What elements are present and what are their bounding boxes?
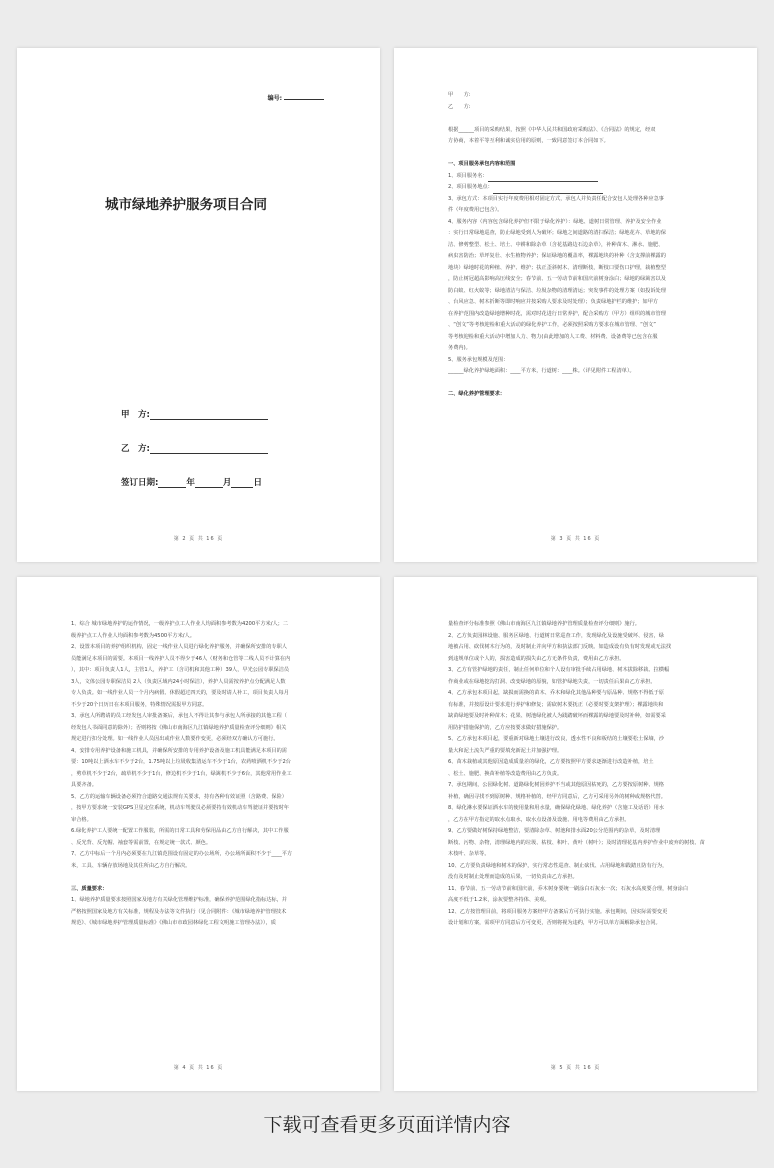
- body-line: 8、绿化淋水要保证洒水车的使用量和用水量，确保绿化绿地、绿化养护（含施工及话语）用水: [448, 805, 664, 811]
- body-line: 4、服务内容（内容包含绿化养护但不限于绿化养护）：绿地、道树日常管理、养护及安全作业: [448, 218, 662, 225]
- sign-year-blank: [158, 478, 186, 488]
- body-line: ，按甲方要求统一安装GPS卫星定位系统，机动车驾驶员必须要持有效机动车驾驶证并要按时年: [71, 805, 289, 811]
- body-line: 级养护点工人作业人均面积参考数为4500平方米/人。: [71, 632, 195, 639]
- body-line: 3、承包人所聘请的员工经发包人审批备案后，承包人不得让其参与承包人所承接的其他工程（: [71, 713, 287, 719]
- body-line: 1、综合 城市绿地养护的运作情况，一级养护点工人作业人均面积参考数为4200平方米/人；二: [71, 621, 289, 627]
- body-line: 7、承包期间，公园绿化树、道路绿化树因养护不当或其他原因枯死的，乙方要按原树种、规格: [448, 782, 664, 788]
- body-line: 3、乙方有管护绿地的责任，制止任何单位和个人设有审批手续占用绿地、树木拔除移栽、拉横幅: [448, 667, 670, 673]
- scope-heading: 5、服务承包规模及范围：: [448, 356, 509, 363]
- sign-year-label: 年: [186, 478, 195, 488]
- party-b-label: 乙 方:: [121, 444, 150, 454]
- body-line: 作商业或在绿地挖沟打洞、改变绿地的原貌，如管护绿地失责，一切责任后果由乙方承担。: [448, 678, 656, 685]
- intro-line: 根据______项目的采购结果，按照《中华人民共和国政府采购法》、《合同法》的规定，经双: [448, 126, 656, 133]
- body-line: 在养护范围内改造绿地增种时花，需对时花进行日常养护，配合采购方（甲方）组织的城市管理: [448, 310, 666, 317]
- body-line: 米，工具、车辆存放场地及其住所由乙方自行解决。: [71, 862, 191, 869]
- body-line: 5、乙方的运输车辆设备必须符合道路交通法规有关要求，持有各种有效证照（含路费、保险）: [71, 793, 287, 800]
- body-line: 、反光背、反光帽、袖套等需前置，在规定统一款式、颜色。: [71, 839, 212, 846]
- body-line: 件（年度费用已包含）。: [448, 207, 503, 213]
- body-line: 经发包人书面同意的除外）；否则将按《佛山市南海区九江镇绿地养护质量检查评分细则》相关: [71, 724, 287, 731]
- service-location-line: [448, 182, 708, 194]
- sign-day-label: 日: [253, 478, 262, 488]
- sign-date-label: 签订日期:: [121, 478, 159, 488]
- body-line: 9、乙方要做好树保持绿地整洁，要清除杂草、树池和排水面20公分范围内的杂草，及时清理: [448, 828, 661, 834]
- body-line: 10、乙方要负责绿地和树木的保护，实行常态性巡查、制止砍伐、占用绿地和践踏且防有行为，: [448, 862, 668, 869]
- scope-line: ______绿化养护绿地面积：____平方米，行道树：____株。（详见附件工程清单）。: [448, 368, 635, 374]
- body-line: 规定进行扣分处理。如一线作业人员因出或作业人数要作变更，必须经双方确认方可施行。: [71, 736, 279, 742]
- body-line: 洁、修剪整型、松土、培土、中耕和除杂草（含花基路边石边杂草），补种苗木、淋水、施肥、: [448, 241, 664, 248]
- body-line: 量检查评分标准参照《佛山市南海区九江镇绿地养护管理质量检查评分细则》施行。: [448, 621, 640, 627]
- contract-page-5: [394, 577, 757, 1091]
- body-line: 木枝叶、杂草等。: [448, 851, 490, 857]
- body-line: 4、乙方承包本项目起，缺损而需换的苗木、乔木和绿化其他品种要与原品种、规格不得低于原: [448, 690, 664, 696]
- body-line: 要：10吨以上洒水车不少于2台，1.75吨以上垃圾收集清运车不少于1台，农药喷洒机不少于2台: [71, 759, 291, 765]
- body-line: 2、设置本项目的养护组织机构，固定一线作业人员进行绿化养护服务，并确保所安排的专职人: [71, 644, 287, 650]
- service-name-blank: [488, 173, 598, 182]
- party-a-label: 甲 方:: [448, 92, 471, 98]
- service-name-label: 1、项目服务名：: [448, 172, 488, 179]
- contract-title: 城市绿地养护服务项目合同: [105, 197, 267, 213]
- party-b-blank: [150, 444, 268, 454]
- body-line: 审合格。: [71, 816, 92, 823]
- service-location-blank: [493, 185, 603, 194]
- body-line: 员能满足本项目的需要。本项目一线养护人员不得少于46人（财务和仓管等二线人员不计算在内: [71, 655, 291, 662]
- body-line: 、台风应急、树木折断等即时响应并按采购人要求及时处理）；负责绿地护栏的维护；如甲方: [448, 299, 659, 305]
- page-body: [71, 619, 333, 930]
- contract-page-4: [17, 577, 380, 1091]
- page-footer: 第 3 页 共 16 页: [550, 536, 601, 542]
- party-b-label: 乙 方:: [448, 103, 471, 110]
- body-line: 、“创文”等考核迎检和重大活动的绿化养护工作，必须按照采购方要求在城市管理、“创文”: [448, 322, 656, 328]
- page-footer: 第 5 页 共 16 页: [550, 1065, 601, 1071]
- body-line: 6.绿化养护工人要统一配置工作服装，所需的日常工具和劳保用品由乙方自行解决，其中工作服: [71, 828, 289, 834]
- page-footer: 第 2 页 共 16 页: [173, 536, 224, 542]
- download-caption: 下载可查看更多页面详情内容: [263, 1114, 511, 1136]
- body-line: 7、乙方中标后一个月内必须要在九江镇范围设有固定的办公场所，办公场所面积不少于____平方: [71, 851, 293, 857]
- page-body: [448, 619, 710, 930]
- section-heading: 三、质量要求：: [71, 885, 108, 892]
- body-line: 5、乙方承包本项目起，要重新对绿地土壤进行改良，透水性不良和板结的土壤要松土保墒，沙: [448, 736, 664, 742]
- body-line: 严格按照国家及地方有关标准，规程及办法等文件执行（见合同附件：《城市绿地养护管理技术: [71, 908, 287, 915]
- body-line: 有标准，并按原设计要求进行养护和修复；需砍树木要抚正（必要时要支架护理）；裸露地块和: [448, 701, 664, 708]
- party-b-line: [121, 442, 268, 454]
- body-line: 缺苗绿地要及时补种苗木；花果、树池绿化被人为践踏破坏而裸露的绿地要及时补种，如需要采: [448, 713, 666, 719]
- body-line: 3、承包方式：本项目实行年度费用相对固定方式，承包人并负责任配合安包人处理各种应急事: [448, 195, 664, 202]
- sign-month-label: 月: [222, 478, 232, 488]
- sign-date-line: [121, 476, 262, 488]
- body-line: 3人，文体公园专职保洁员 2人（负责区域内24小时保洁），养护人员需按养护点分配满足人数: [71, 678, 286, 685]
- body-line: 用防护措施保护的，乙方应按要求做好措施保护。: [448, 724, 563, 731]
- body-line: 地块）绿地时花的种植、养护、维护；扶正歪斜树木、清理断枝，断枝口要伤口护理，栽植整型: [448, 264, 666, 271]
- body-line: 6、苗木栽植或其他原因造成质量差的绿化，乙方要按照甲方要求逐渐进行改造补植，培土: [448, 759, 654, 765]
- body-line: ：实行日常绿地巡查，防止绿地受到人为破坏；绿地之间道路的清扫保洁；绿地花卉、草地的保: [448, 230, 666, 236]
- contract-number-label: 编号:: [267, 95, 282, 102]
- body-line: ，防止树冠超高影响高压线安全；春节前、五一劳动节前和国庆前树身涂白；绿地的绿篱害以及: [448, 276, 666, 282]
- sign-month-blank: [195, 478, 223, 488]
- body-line: 不少于20个日历日在本项目服务，特殊情况需报甲方同意。: [71, 701, 208, 708]
- contract-page-3: [394, 48, 757, 562]
- body-line: 补植，确因寻找不到原树种、规格补植的，经甲方同意后，乙方可采用另外的树种或规格代替。: [448, 793, 666, 800]
- body-line: 没有及时制止处理而造成的后果，一切负责由乙方承担。: [448, 874, 578, 880]
- body-line: 病虫害防治；草坪复壮、水生植物养护；保证绿地的覆盖率，裸露地块的补种（含支撑前裸露的: [448, 253, 666, 259]
- service-location-label: 2、项目服务地点：: [448, 184, 493, 190]
- party-a-blank: [150, 410, 268, 420]
- section-heading: 一、项目服务承包内容和范围: [448, 161, 516, 167]
- body-line: 地被占用、砍伐树木行为的，及时制止并向甲方和执法部门反映。如造成设有负有时发现或无法找: [448, 644, 672, 650]
- body-line: 1、绿地养护质量要求按照国家及地方有关绿化管理维护标准，确保养护范围绿化指标达标，并: [71, 897, 287, 903]
- party-a-line: [121, 408, 268, 420]
- contract-number: [268, 93, 324, 102]
- body-line: 等考核迎检和重大活动中增加人力、物力(由此增加的人工费、材料费、设备费等已包含在服: [448, 333, 658, 340]
- contract-number-blank: [284, 99, 324, 100]
- intro-line: 方协商，本着平等互利和诚实信用的原则，一致同意签订本合同如下。: [448, 138, 609, 144]
- body-line: 设计划和方案，需项甲方同意后方可变更，否则将视为违约，甲方可以单方面解除承包合同。: [448, 920, 661, 926]
- body-line: 量大和泥土流失严重的要填充新泥土并加强护理。: [448, 747, 563, 754]
- body-line: 2、乙方负责园林设施、服务区绿地、行道树日常巡查工作，发现绿化及设施受破坏、侵害，绿: [448, 632, 664, 639]
- body-line: 防白蚁、红火蚁等；绿地清洁与保洁、垃圾杂物的清理清运；突发事件的处理方案（如投诉处理: [448, 287, 666, 294]
- body-line: 断枝、污物、杂物，清理绿地内的垃圾、枯枝、积叶、黄叶（树叶）；及时清理花基内养护作业中废弃的树枝、苗: [448, 839, 705, 846]
- contract-cover-page: [17, 48, 380, 562]
- page-body: [448, 90, 708, 401]
- body-line: 高度不低于1.2米，涂灰要整齐持体、美观。: [448, 897, 550, 903]
- body-line: ，乙方在甲方指定的取水点取水，取水点设备及设施、用电等费用由乙方承担。: [448, 816, 630, 823]
- body-line: 12、乙方按管理目前，将项目服务方案经甲方备案后方可执行实施。承包期间，因实际需要变更: [448, 908, 668, 915]
- body-line: 专人负责。如一线作业人员一个月内病假、休假超过四天的，要及时请人补工，项目负责人每月: [71, 690, 289, 696]
- body-line: 到违规单位或个人的，损害造成的损失由乙方无条件负责，费用由乙方承担。: [448, 655, 625, 662]
- body-line: 规范》、《城市绿地养护管理质量标准》《佛山市市政园林绿化工程文明施工管理办法》），质: [71, 920, 276, 926]
- body-line: 具要齐备。: [71, 782, 97, 788]
- sign-day-blank: [231, 478, 253, 488]
- body-line: 、松土、施肥、换苗补植等改造费用由乙方负责。: [448, 770, 563, 777]
- body-line: ，剪草机不少于2台，疏草机不少于1台，修边机不少于1台，绿篱机不少于6台，其他常用作业工: [71, 770, 292, 777]
- party-a-label: 甲 方:: [121, 410, 150, 420]
- section-heading: 二、绿化养护管理要求：: [448, 391, 506, 397]
- service-name-line: [448, 171, 708, 183]
- page-footer: 第 4 页 共 16 页: [173, 1065, 224, 1071]
- body-line: 11、春节前、五一劳动节前和国庆前，乔木树身要统一刷涂白石灰水一次；石灰水高度要合理，树身涂白: [448, 885, 689, 892]
- body-line: ），其中：项目负责人1人，主管1人，养护工（含司机和其他工种）39人，早光公园专职保洁员: [71, 667, 290, 673]
- body-line: 务费内)。: [448, 345, 471, 351]
- body-line: 4、安排专用养护设备和施工机具，并确保所安排的专用养护设备及施工机具能满足本项目的需: [71, 747, 287, 754]
